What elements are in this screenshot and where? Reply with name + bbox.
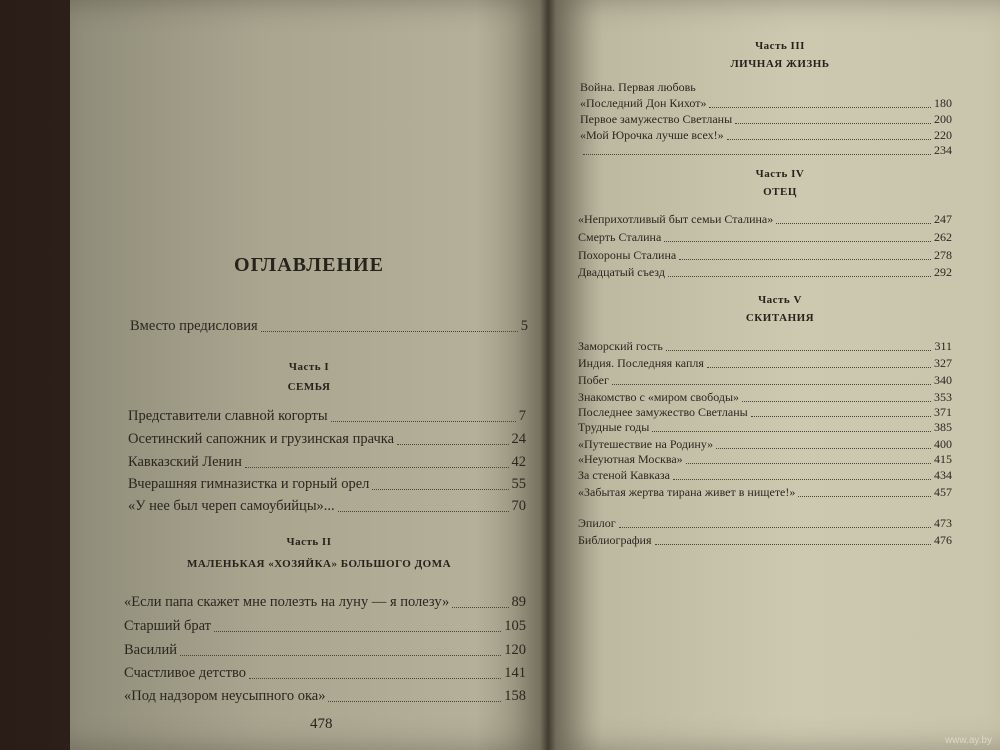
part-1-name: СЕМЬЯ bbox=[287, 381, 331, 393]
toc-entry-page: 5 bbox=[520, 318, 528, 334]
toc-entry: «У нее был череп самоубийцы»... 70 bbox=[128, 498, 526, 514]
toc-entry: Старший брат 105 bbox=[124, 618, 526, 634]
part-3-name: ЛИЧНАЯ ЖИЗНЬ bbox=[730, 58, 830, 70]
part-4-label: Часть IV bbox=[755, 168, 805, 180]
leader-dots bbox=[261, 331, 518, 332]
toc-entry: Война. Первая любовь bbox=[580, 80, 696, 94]
toc-entry: «Мой Юрочка лучше всех!» 220 bbox=[580, 128, 952, 142]
toc-entry: Похороны Сталина 278 bbox=[578, 248, 952, 262]
toc-entry: «Забытая жертва тирана живет в нищете!» 457 bbox=[578, 485, 952, 499]
toc-entry: Трудные годы 385 bbox=[578, 420, 952, 434]
toc-entry: Вчерашняя гимназистка и горный орел 55 bbox=[128, 476, 526, 492]
toc-entry: Последнее замужество Светланы 371 bbox=[578, 405, 952, 419]
part-3-label: Часть III bbox=[755, 40, 805, 52]
part-4-name: ОТЕЦ bbox=[763, 186, 797, 198]
toc-entry: Побег 340 bbox=[578, 373, 952, 387]
part-5-name: СКИТАНИЯ bbox=[745, 312, 815, 324]
part-5-label: Часть V bbox=[758, 294, 802, 306]
toc-entry: Знакомство с «миром свободы» 353 bbox=[578, 390, 952, 404]
toc-entry: Кавказский Ленин 42 bbox=[128, 454, 526, 470]
toc-title: ОГЛАВЛЕНИЕ bbox=[234, 254, 384, 276]
toc-entry-intro bbox=[130, 318, 528, 335]
toc-entry: «Неуютная Москва» 415 bbox=[578, 452, 952, 466]
toc-entry: За стеной Кавказа 434 bbox=[578, 468, 952, 482]
toc-entry: Двадцатый съезд 292 bbox=[578, 265, 952, 279]
toc-entry: «Если папа скажет мне полезть на луну — я полезу» 89 bbox=[124, 594, 526, 610]
watermark: www.ay.by bbox=[944, 735, 992, 746]
toc-entry-epilogue: Эпилог 473 bbox=[578, 516, 952, 530]
toc-entry: Заморский гость 311 bbox=[578, 339, 952, 353]
toc-entry: Индия. Последняя капля 327 bbox=[578, 356, 952, 370]
toc-entry: Счастливое детство 141 bbox=[124, 665, 526, 681]
toc-entry: «Путешествие на Родину» 400 bbox=[578, 437, 952, 451]
toc-entry: «Последний Дон Кихот» 180 bbox=[580, 96, 952, 110]
page-number: 478 bbox=[310, 716, 333, 732]
toc-entry: Василий 120 bbox=[124, 642, 526, 658]
toc-entry-bibliography: Библиография 476 bbox=[578, 533, 952, 547]
toc-entry: «Под надзором неусыпного ока» 158 bbox=[124, 688, 526, 704]
toc-entry: Первое замужество Светланы 200 bbox=[580, 112, 952, 126]
part-2-name: МАЛЕНЬКАЯ «ХОЗЯЙКА» БОЛЬШОГО ДОМА bbox=[186, 558, 452, 570]
toc-entry: Смерть Сталина 262 bbox=[578, 230, 952, 244]
toc-entry: «Неприхотливый быт семьи Сталина» 247 bbox=[578, 212, 952, 226]
toc-entry: Осетинский сапожник и грузинская прачка 24 bbox=[128, 431, 526, 447]
part-2-label: Часть II bbox=[286, 536, 332, 548]
part-1-label: Часть I bbox=[288, 361, 330, 373]
toc-entry: 234 bbox=[580, 143, 952, 158]
left-page bbox=[70, 0, 548, 750]
toc-entry-label: Вместо предисловия bbox=[130, 318, 258, 334]
book-gutter bbox=[540, 0, 556, 750]
toc-entry: Представители славной когорты 7 bbox=[128, 408, 526, 424]
